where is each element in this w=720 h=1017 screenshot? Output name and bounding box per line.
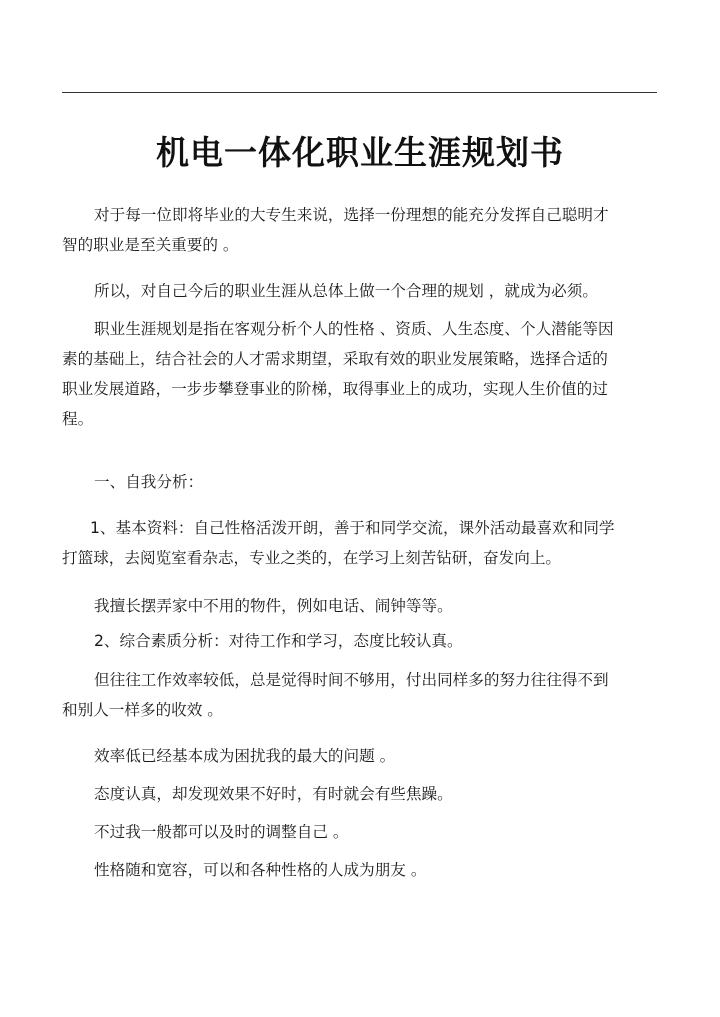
document-title: 机电一体化职业生涯规划书 bbox=[156, 133, 564, 172]
paragraph-line: 不过我一般都可以及时的调整自己 。 bbox=[94, 823, 349, 841]
paragraph-problem bbox=[62, 741, 662, 771]
paragraph-intro bbox=[62, 200, 662, 260]
paragraph-line: 态度认真，却发现效果不好时，有时就会有些焦躁。 bbox=[94, 785, 453, 803]
section-heading-self-analysis bbox=[62, 467, 662, 497]
paragraph-line: 效率低已经基本成为困扰我的最大的问题 。 bbox=[94, 747, 396, 765]
paragraph-adjust bbox=[62, 817, 662, 847]
paragraph-line: 所以，对自己今后的职业生涯从总体上做一个合理的规划 ，就成为必须。 bbox=[94, 282, 598, 300]
paragraph-line: 但往往工作效率较低，总是觉得时间不够用，付出同样多的努力往往得不到 bbox=[94, 671, 609, 689]
paragraph-efficiency bbox=[62, 665, 662, 725]
paragraph-line: 程。 bbox=[62, 410, 94, 428]
paragraph-line: 我擅长摆弄家中不用的物件，例如电话、闹钟等等。 bbox=[94, 597, 453, 615]
paragraph-line: 智的职业是至关重要的 。 bbox=[62, 236, 239, 254]
paragraph-line: 和别人一样多的收效 。 bbox=[62, 701, 223, 719]
paragraph-line: 职业生涯规划是指在客观分析个人的性格 、资质、人生态度、个人潜能等因 bbox=[94, 320, 614, 338]
paragraph-line: 素的基础上，结合社会的人才需求期望，采取有效的职业发展策略，选择合适的 bbox=[62, 350, 608, 368]
top-rule bbox=[62, 92, 657, 93]
paragraph-line: 对于每一位即将毕业的大专生来说，选择一份理想的能充分发挥自己聪明才 bbox=[94, 206, 609, 224]
paragraph-line: 职业发展道路，一步步攀登事业的阶梯，取得事业上的成功，实现人生价值的过 bbox=[62, 380, 608, 398]
paragraph-line: 2、综合素质分析：对待工作和学习，态度比较认真。 bbox=[94, 632, 463, 650]
paragraph-line: 性格随和宽容，可以和各种性格的人成为朋友 。 bbox=[94, 861, 427, 879]
paragraph-necessity bbox=[62, 276, 662, 306]
paragraph-line: 1、基本资料：自己性格活泼开朗，善于和同学交流，课外活动最喜欢和同学 bbox=[90, 519, 615, 537]
paragraph-line: 一、自我分析： bbox=[94, 473, 204, 491]
paragraph-quality bbox=[62, 626, 662, 656]
paragraph-basic-info bbox=[62, 513, 662, 573]
paragraph-personality bbox=[62, 855, 662, 885]
paragraph-definition bbox=[62, 314, 662, 434]
paragraph-hobby bbox=[62, 591, 662, 621]
paragraph-line: 打篮球，去阅览室看杂志，专业之类的，在学习上刻苦钻研，奋发向上。 bbox=[62, 549, 562, 567]
paragraph-attitude bbox=[62, 779, 662, 809]
